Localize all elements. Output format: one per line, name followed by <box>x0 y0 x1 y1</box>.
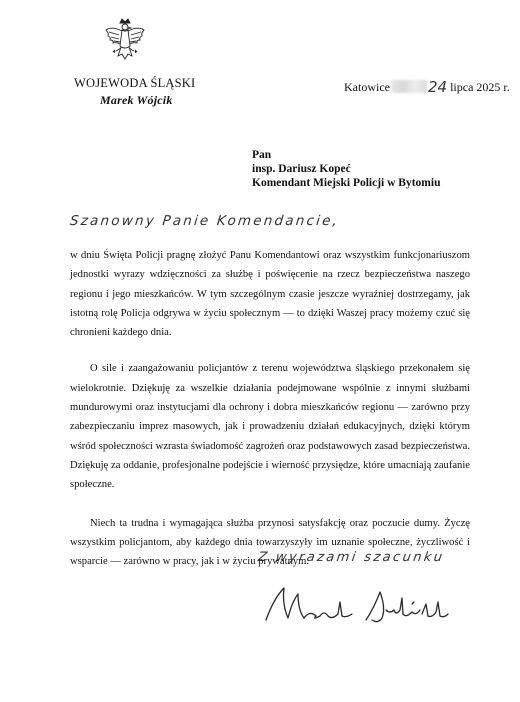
handwritten-salutation: Szanowny Panie Komendancie, <box>69 213 340 229</box>
month-year: lipca 2025 r. <box>450 80 510 94</box>
handwritten-signature <box>262 580 468 630</box>
recipient-position: Komendant Miejski Policji w Bytomiu <box>252 177 441 189</box>
sender-office: WOJEWODA ŚLĄSKI <box>74 76 196 90</box>
body-paragraph: O sile i zaangażowaniu policjantów z terenu województwa śląskiego przekonałem się wielokrotnie. Dziękuję za wszelkie działania podejmowane wspólnie z innymi służbami mundurowymi oraz instytucjami dla ochrony i dobra mieszkańców regionu — zarówno przy zabezpieczaniu imprez masowych, jak i prowadzeniu działań edukacyjnych, dzięki którym wśród społeczności wzrasta świadomość zagrożeń oraz podstawowych zasad bezpieczeństwa. Dziękuję za oddanie, profesjonalne podejście i wierność przysiędze, które umacniają zaufanie społeczne. <box>70 363 470 491</box>
redaction-mark <box>391 80 427 93</box>
body-paragraph: Niech ta trudna i wymagająca służba przynosi satysfakcję oraz poczucie dumy. Życzę wszystkim policjantom, aby każdego dnia towarzyszyły im uznanie społeczne, życzliwość i wsparcie — zarówno w pracy, jak i w życiu prywatnym. <box>70 517 470 568</box>
place: Katowice <box>344 80 390 94</box>
body-paragraph: w dniu Święta Policji pragnę złożyć Panu Komendantowi oraz wszystkim funkcjonariuszom jednostki wyrazy wdzięczności za służbę i poświęcenie na rzecz bezpieczeństwa naszego regionu i jego mieszkańców. W tym szczególnym czasie jeszcze wyraźniej dostrzegamy, jak istotną rolę Policja odgrywa w życiu społecznym — to dzięki Waszej pracy możemy czuć się chronieni każdego dnia. <box>70 250 470 339</box>
letter-body <box>70 246 470 581</box>
recipient-title: Pan <box>252 149 272 161</box>
sender-name: Marek Wójcik <box>100 93 173 107</box>
handwritten-day: 24 <box>427 78 448 96</box>
recipient-name: insp. Dariusz Kopeć <box>252 163 351 175</box>
recipient-block <box>252 148 440 190</box>
handwritten-closing: Z wyrazami szacunku <box>256 550 446 565</box>
place-date <box>344 78 510 96</box>
polish-eagle-emblem-icon <box>104 18 146 66</box>
sender-block <box>74 76 195 108</box>
